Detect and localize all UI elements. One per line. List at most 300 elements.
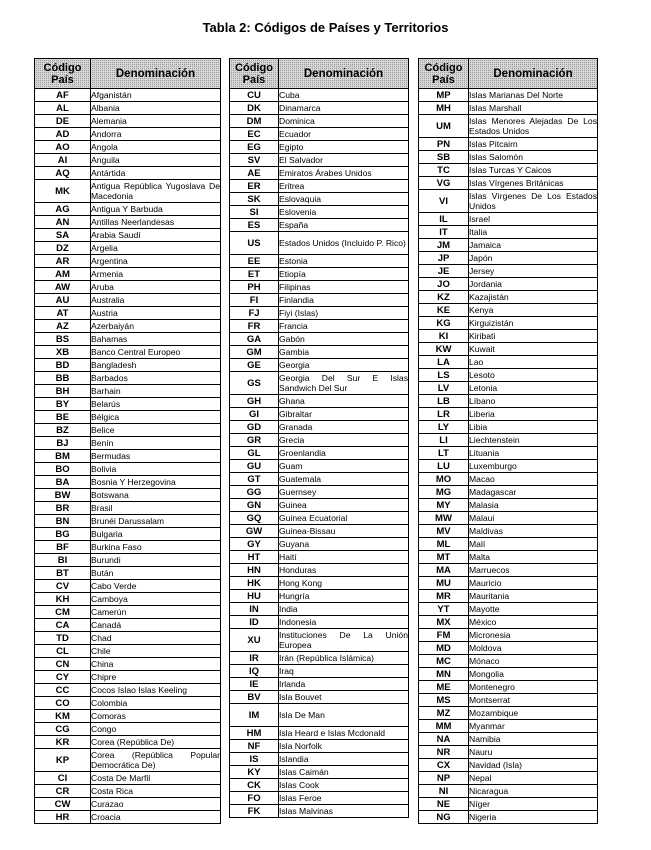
table-row — [230, 268, 409, 281]
country-name: Canadá — [91, 619, 221, 632]
table-row — [35, 242, 221, 255]
table-row — [230, 180, 409, 193]
country-code: BF — [35, 541, 91, 554]
country-code: BN — [35, 515, 91, 528]
table-row — [230, 372, 409, 395]
table-row — [35, 697, 221, 710]
country-name: Granada — [279, 421, 409, 434]
country-name: Bermudas — [91, 450, 221, 463]
country-name: Emiratos Árabes Unidos — [279, 167, 409, 180]
table-row — [230, 525, 409, 538]
table-row — [230, 691, 409, 704]
table-row — [230, 307, 409, 320]
country-name: Camboya — [91, 593, 221, 606]
country-name: Lesoto — [469, 369, 598, 382]
table-row — [419, 759, 598, 772]
table-row — [230, 564, 409, 577]
country-name: Cocos Islao Islas Keeling — [91, 684, 221, 697]
table-row — [230, 616, 409, 629]
table-row — [230, 678, 409, 691]
country-name: Montenegro — [469, 681, 598, 694]
country-name: Mozambique — [469, 707, 598, 720]
country-name: Kiribati — [469, 330, 598, 343]
country-name: Islandia — [279, 753, 409, 766]
country-code: KR — [35, 736, 91, 749]
country-code: SV — [230, 154, 279, 167]
country-code: MY — [419, 499, 469, 512]
table-row — [35, 671, 221, 684]
country-code: AF — [35, 89, 91, 102]
table-row — [419, 538, 598, 551]
country-name: Eslovenia — [279, 206, 409, 219]
country-code: BH — [35, 385, 91, 398]
country-code: KW — [419, 343, 469, 356]
table-row — [35, 515, 221, 528]
country-name: Islas Marianas Del Norte — [469, 89, 598, 102]
table-row — [35, 229, 221, 242]
country-code: US — [230, 232, 279, 255]
table-row — [35, 102, 221, 115]
table-row — [230, 652, 409, 665]
country-name: Banco Central Europeo — [91, 346, 221, 359]
country-code: AO — [35, 141, 91, 154]
country-code: HT — [230, 551, 279, 564]
table-row — [230, 320, 409, 333]
country-name: Isla Heard e Islas Mcdonald — [279, 727, 409, 740]
country-name: India — [279, 603, 409, 616]
country-name: Barhain — [91, 385, 221, 398]
country-code: IN — [230, 603, 279, 616]
country-name: Corea (República De) — [91, 736, 221, 749]
table-row — [419, 115, 598, 138]
table-row — [35, 346, 221, 359]
country-code: BS — [35, 333, 91, 346]
country-code: EC — [230, 128, 279, 141]
table-row — [419, 720, 598, 733]
table-row — [230, 255, 409, 268]
table-row — [35, 811, 221, 824]
country-code: GR — [230, 434, 279, 447]
country-code: NG — [419, 811, 469, 824]
table-row — [230, 294, 409, 307]
country-name: Lao — [469, 356, 598, 369]
country-code: FI — [230, 294, 279, 307]
country-name: Madagascar — [469, 486, 598, 499]
country-code: IL — [419, 213, 469, 226]
country-code: AD — [35, 128, 91, 141]
country-name: Gibraltar — [279, 408, 409, 421]
table-row — [419, 681, 598, 694]
country-name: Mauricio — [469, 577, 598, 590]
country-code: DM — [230, 115, 279, 128]
country-name: Curazao — [91, 798, 221, 811]
country-name: Hungría — [279, 590, 409, 603]
header-code: Código País — [230, 59, 279, 89]
country-name: Congo — [91, 723, 221, 736]
country-name: Islas Marshall — [469, 102, 598, 115]
country-code: LT — [419, 447, 469, 460]
country-code: MO — [419, 473, 469, 486]
country-code: ET — [230, 268, 279, 281]
country-code: GT — [230, 473, 279, 486]
table-row — [230, 408, 409, 421]
table-row — [230, 766, 409, 779]
country-name: Eritrea — [279, 180, 409, 193]
table-row — [35, 645, 221, 658]
table-row — [35, 333, 221, 346]
country-code: MX — [419, 616, 469, 629]
table-row — [35, 203, 221, 216]
country-code: KY — [230, 766, 279, 779]
country-code: MM — [419, 720, 469, 733]
country-name: Azerbaiyán — [91, 320, 221, 333]
table-row — [35, 216, 221, 229]
country-name: Islas Malvinas — [279, 805, 409, 818]
country-name: Islas Caimán — [279, 766, 409, 779]
table-row — [35, 541, 221, 554]
country-name: Bulgaria — [91, 528, 221, 541]
country-code: CX — [419, 759, 469, 772]
table-row — [230, 590, 409, 603]
country-name: Moldova — [469, 642, 598, 655]
country-code: LV — [419, 382, 469, 395]
country-code: AG — [35, 203, 91, 216]
country-code: VI — [419, 190, 469, 213]
table-row — [35, 437, 221, 450]
country-name: Anguila — [91, 154, 221, 167]
country-name: Brunéi Darussalam — [91, 515, 221, 528]
country-name: Guernsey — [279, 486, 409, 499]
country-code: BV — [230, 691, 279, 704]
country-code: KM — [35, 710, 91, 723]
table-row — [35, 749, 221, 772]
table-row — [419, 278, 598, 291]
country-code: MZ — [419, 707, 469, 720]
country-name: Belice — [91, 424, 221, 437]
country-name: Islas Feroe — [279, 792, 409, 805]
country-code: CW — [35, 798, 91, 811]
table-row — [35, 167, 221, 180]
country-code: CO — [35, 697, 91, 710]
country-code: SI — [230, 206, 279, 219]
country-code: IQ — [230, 665, 279, 678]
table-row — [419, 629, 598, 642]
table-row — [35, 785, 221, 798]
country-code: IS — [230, 753, 279, 766]
country-name: Francia — [279, 320, 409, 333]
country-name: Maldivas — [469, 525, 598, 538]
country-code: NR — [419, 746, 469, 759]
country-code: GY — [230, 538, 279, 551]
table-row — [230, 154, 409, 167]
table-row — [230, 395, 409, 408]
country-code: MW — [419, 512, 469, 525]
country-name: Islas Vírgenes Británicas — [469, 177, 598, 190]
country-name: Bután — [91, 567, 221, 580]
country-name: Burkina Faso — [91, 541, 221, 554]
table-row — [230, 753, 409, 766]
table-row — [230, 486, 409, 499]
country-code: BJ — [35, 437, 91, 450]
table-row — [35, 320, 221, 333]
country-name: Bolivia — [91, 463, 221, 476]
table-row — [230, 447, 409, 460]
country-code: KI — [419, 330, 469, 343]
country-name: Estados Unidos (Incluido P. Rico) — [279, 232, 409, 255]
country-name: Arabia Saudí — [91, 229, 221, 242]
country-code: XB — [35, 346, 91, 359]
table-row — [35, 294, 221, 307]
table-row — [419, 694, 598, 707]
country-code: GD — [230, 421, 279, 434]
country-code: BR — [35, 502, 91, 515]
country-code-table-1 — [34, 58, 221, 824]
country-code: MU — [419, 577, 469, 590]
table-row — [419, 616, 598, 629]
country-code: IR — [230, 652, 279, 665]
country-code: BB — [35, 372, 91, 385]
country-name: Cabo Verde — [91, 580, 221, 593]
table-row — [230, 128, 409, 141]
table-row — [35, 463, 221, 476]
country-code: NF — [230, 740, 279, 753]
table-row — [35, 580, 221, 593]
country-code: HM — [230, 727, 279, 740]
country-name: Liberia — [469, 408, 598, 421]
table-row — [230, 665, 409, 678]
country-code: IT — [419, 226, 469, 239]
table-row — [230, 740, 409, 753]
table-row — [230, 115, 409, 128]
country-name: Guinea-Bissau — [279, 525, 409, 538]
country-name: Costa Rica — [91, 785, 221, 798]
country-code: CN — [35, 658, 91, 671]
table-row — [230, 141, 409, 154]
country-code: AW — [35, 281, 91, 294]
table-row — [35, 307, 221, 320]
country-code: MT — [419, 551, 469, 564]
table-row — [35, 593, 221, 606]
table-row — [35, 372, 221, 385]
country-name: Islas Cook — [279, 779, 409, 792]
table-row — [35, 89, 221, 102]
country-code: MA — [419, 564, 469, 577]
country-name: España — [279, 219, 409, 232]
country-code: SK — [230, 193, 279, 206]
table-row — [419, 151, 598, 164]
country-name: Níger — [469, 798, 598, 811]
country-code: AQ — [35, 167, 91, 180]
country-code: XU — [230, 629, 279, 652]
table-row — [419, 369, 598, 382]
table-row — [419, 304, 598, 317]
country-name: Antigua Y Barbuda — [91, 203, 221, 216]
table-row — [35, 658, 221, 671]
country-name: Israel — [469, 213, 598, 226]
table-row — [419, 798, 598, 811]
country-name: Luxemburgo — [469, 460, 598, 473]
country-name: Benín — [91, 437, 221, 450]
country-code: NE — [419, 798, 469, 811]
country-name: Macao — [469, 473, 598, 486]
table-row — [230, 167, 409, 180]
country-name: Fiyi (Islas) — [279, 307, 409, 320]
country-code: HN — [230, 564, 279, 577]
country-code: YT — [419, 603, 469, 616]
country-code: JM — [419, 239, 469, 252]
country-code: DE — [35, 115, 91, 128]
country-name: Isla Norfolk — [279, 740, 409, 753]
country-name: Nigeria — [469, 811, 598, 824]
country-code: JP — [419, 252, 469, 265]
country-code: MR — [419, 590, 469, 603]
table-row — [419, 746, 598, 759]
table-row — [230, 460, 409, 473]
country-code: FK — [230, 805, 279, 818]
country-name: Ecuador — [279, 128, 409, 141]
country-code: BY — [35, 398, 91, 411]
table-row — [419, 603, 598, 616]
table-row — [35, 281, 221, 294]
table-row — [35, 128, 221, 141]
country-name: Indonesia — [279, 616, 409, 629]
country-code: CA — [35, 619, 91, 632]
table-row — [230, 219, 409, 232]
table-row — [230, 89, 409, 102]
country-code: AM — [35, 268, 91, 281]
country-name: Liechtenstein — [469, 434, 598, 447]
country-name: México — [469, 616, 598, 629]
table-row — [230, 421, 409, 434]
country-code: AN — [35, 216, 91, 229]
country-code: FM — [419, 629, 469, 642]
country-name: Irán (República Islámica) — [279, 652, 409, 665]
country-code: CC — [35, 684, 91, 697]
country-code: BZ — [35, 424, 91, 437]
table-row — [419, 213, 598, 226]
table-row — [419, 291, 598, 304]
country-name: Eslovaquia — [279, 193, 409, 206]
country-code: NP — [419, 772, 469, 785]
country-name: Mongolia — [469, 668, 598, 681]
country-code: MN — [419, 668, 469, 681]
country-code: FO — [230, 792, 279, 805]
country-code: SA — [35, 229, 91, 242]
country-code: AL — [35, 102, 91, 115]
country-code: NI — [419, 785, 469, 798]
country-name: Irlanda — [279, 678, 409, 691]
country-code: GI — [230, 408, 279, 421]
country-name: Bangladesh — [91, 359, 221, 372]
country-code: LI — [419, 434, 469, 447]
country-code: TC — [419, 164, 469, 177]
country-code: CK — [230, 779, 279, 792]
country-code: KZ — [419, 291, 469, 304]
table-row — [419, 265, 598, 278]
country-code: ME — [419, 681, 469, 694]
country-name: Islas Pitcairn — [469, 138, 598, 151]
country-code: LY — [419, 421, 469, 434]
table-row — [35, 180, 221, 203]
table-row — [419, 642, 598, 655]
country-name: Malta — [469, 551, 598, 564]
country-name: Guam — [279, 460, 409, 473]
table-row — [35, 684, 221, 697]
country-name: Chad — [91, 632, 221, 645]
country-code: JO — [419, 278, 469, 291]
country-name: Angola — [91, 141, 221, 154]
country-code: AR — [35, 255, 91, 268]
country-name: Camerún — [91, 606, 221, 619]
country-code: CI — [35, 772, 91, 785]
country-name: Dinamarca — [279, 102, 409, 115]
country-name: Malasia — [469, 499, 598, 512]
table-row — [419, 226, 598, 239]
table-row — [230, 805, 409, 818]
country-code: MV — [419, 525, 469, 538]
country-name: Isla Bouvet — [279, 691, 409, 704]
country-code: BG — [35, 528, 91, 541]
country-code: GU — [230, 460, 279, 473]
country-name: Kenya — [469, 304, 598, 317]
country-code: CG — [35, 723, 91, 736]
country-name: Burundi — [91, 554, 221, 567]
country-name: Filipinas — [279, 281, 409, 294]
table-row — [419, 499, 598, 512]
country-name: Antigua República Yugoslava De Macedonia — [91, 180, 220, 201]
country-code: GG — [230, 486, 279, 499]
country-name: Austria — [91, 307, 221, 320]
table-row — [419, 382, 598, 395]
country-code: MK — [35, 180, 91, 203]
country-name: Chile — [91, 645, 221, 658]
table-row — [35, 528, 221, 541]
country-name: Corea (República Popular Democrática De) — [91, 749, 220, 770]
table-row — [419, 177, 598, 190]
table-row — [230, 232, 409, 255]
table-row — [419, 164, 598, 177]
table-row — [419, 421, 598, 434]
table-row — [419, 590, 598, 603]
country-name: Bosnia Y Herzegovina — [91, 476, 221, 489]
table-row — [419, 551, 598, 564]
country-name: El Salvador — [279, 154, 409, 167]
table-row — [35, 502, 221, 515]
country-name: Mauritania — [469, 590, 598, 603]
table-row — [35, 115, 221, 128]
table-row — [419, 460, 598, 473]
table-row — [230, 577, 409, 590]
country-name: Botswana — [91, 489, 221, 502]
header-code: Código País — [35, 59, 91, 89]
table-row — [230, 281, 409, 294]
country-name: Dominica — [279, 115, 409, 128]
country-code: LR — [419, 408, 469, 421]
country-name: Malí — [469, 538, 598, 551]
country-name: Antártida — [91, 167, 221, 180]
country-name: Instituciones De La Unión Europea — [279, 629, 408, 650]
table-row — [419, 102, 598, 115]
country-code: LA — [419, 356, 469, 369]
table-row — [230, 779, 409, 792]
country-code: GL — [230, 447, 279, 460]
country-name: Guatemala — [279, 473, 409, 486]
table-row — [230, 727, 409, 740]
country-code-table-3 — [418, 58, 598, 824]
country-code-table-2 — [229, 58, 409, 818]
country-name: Islas Menores Alejadas De Los Estados Unidos — [469, 115, 597, 136]
country-code: JE — [419, 265, 469, 278]
